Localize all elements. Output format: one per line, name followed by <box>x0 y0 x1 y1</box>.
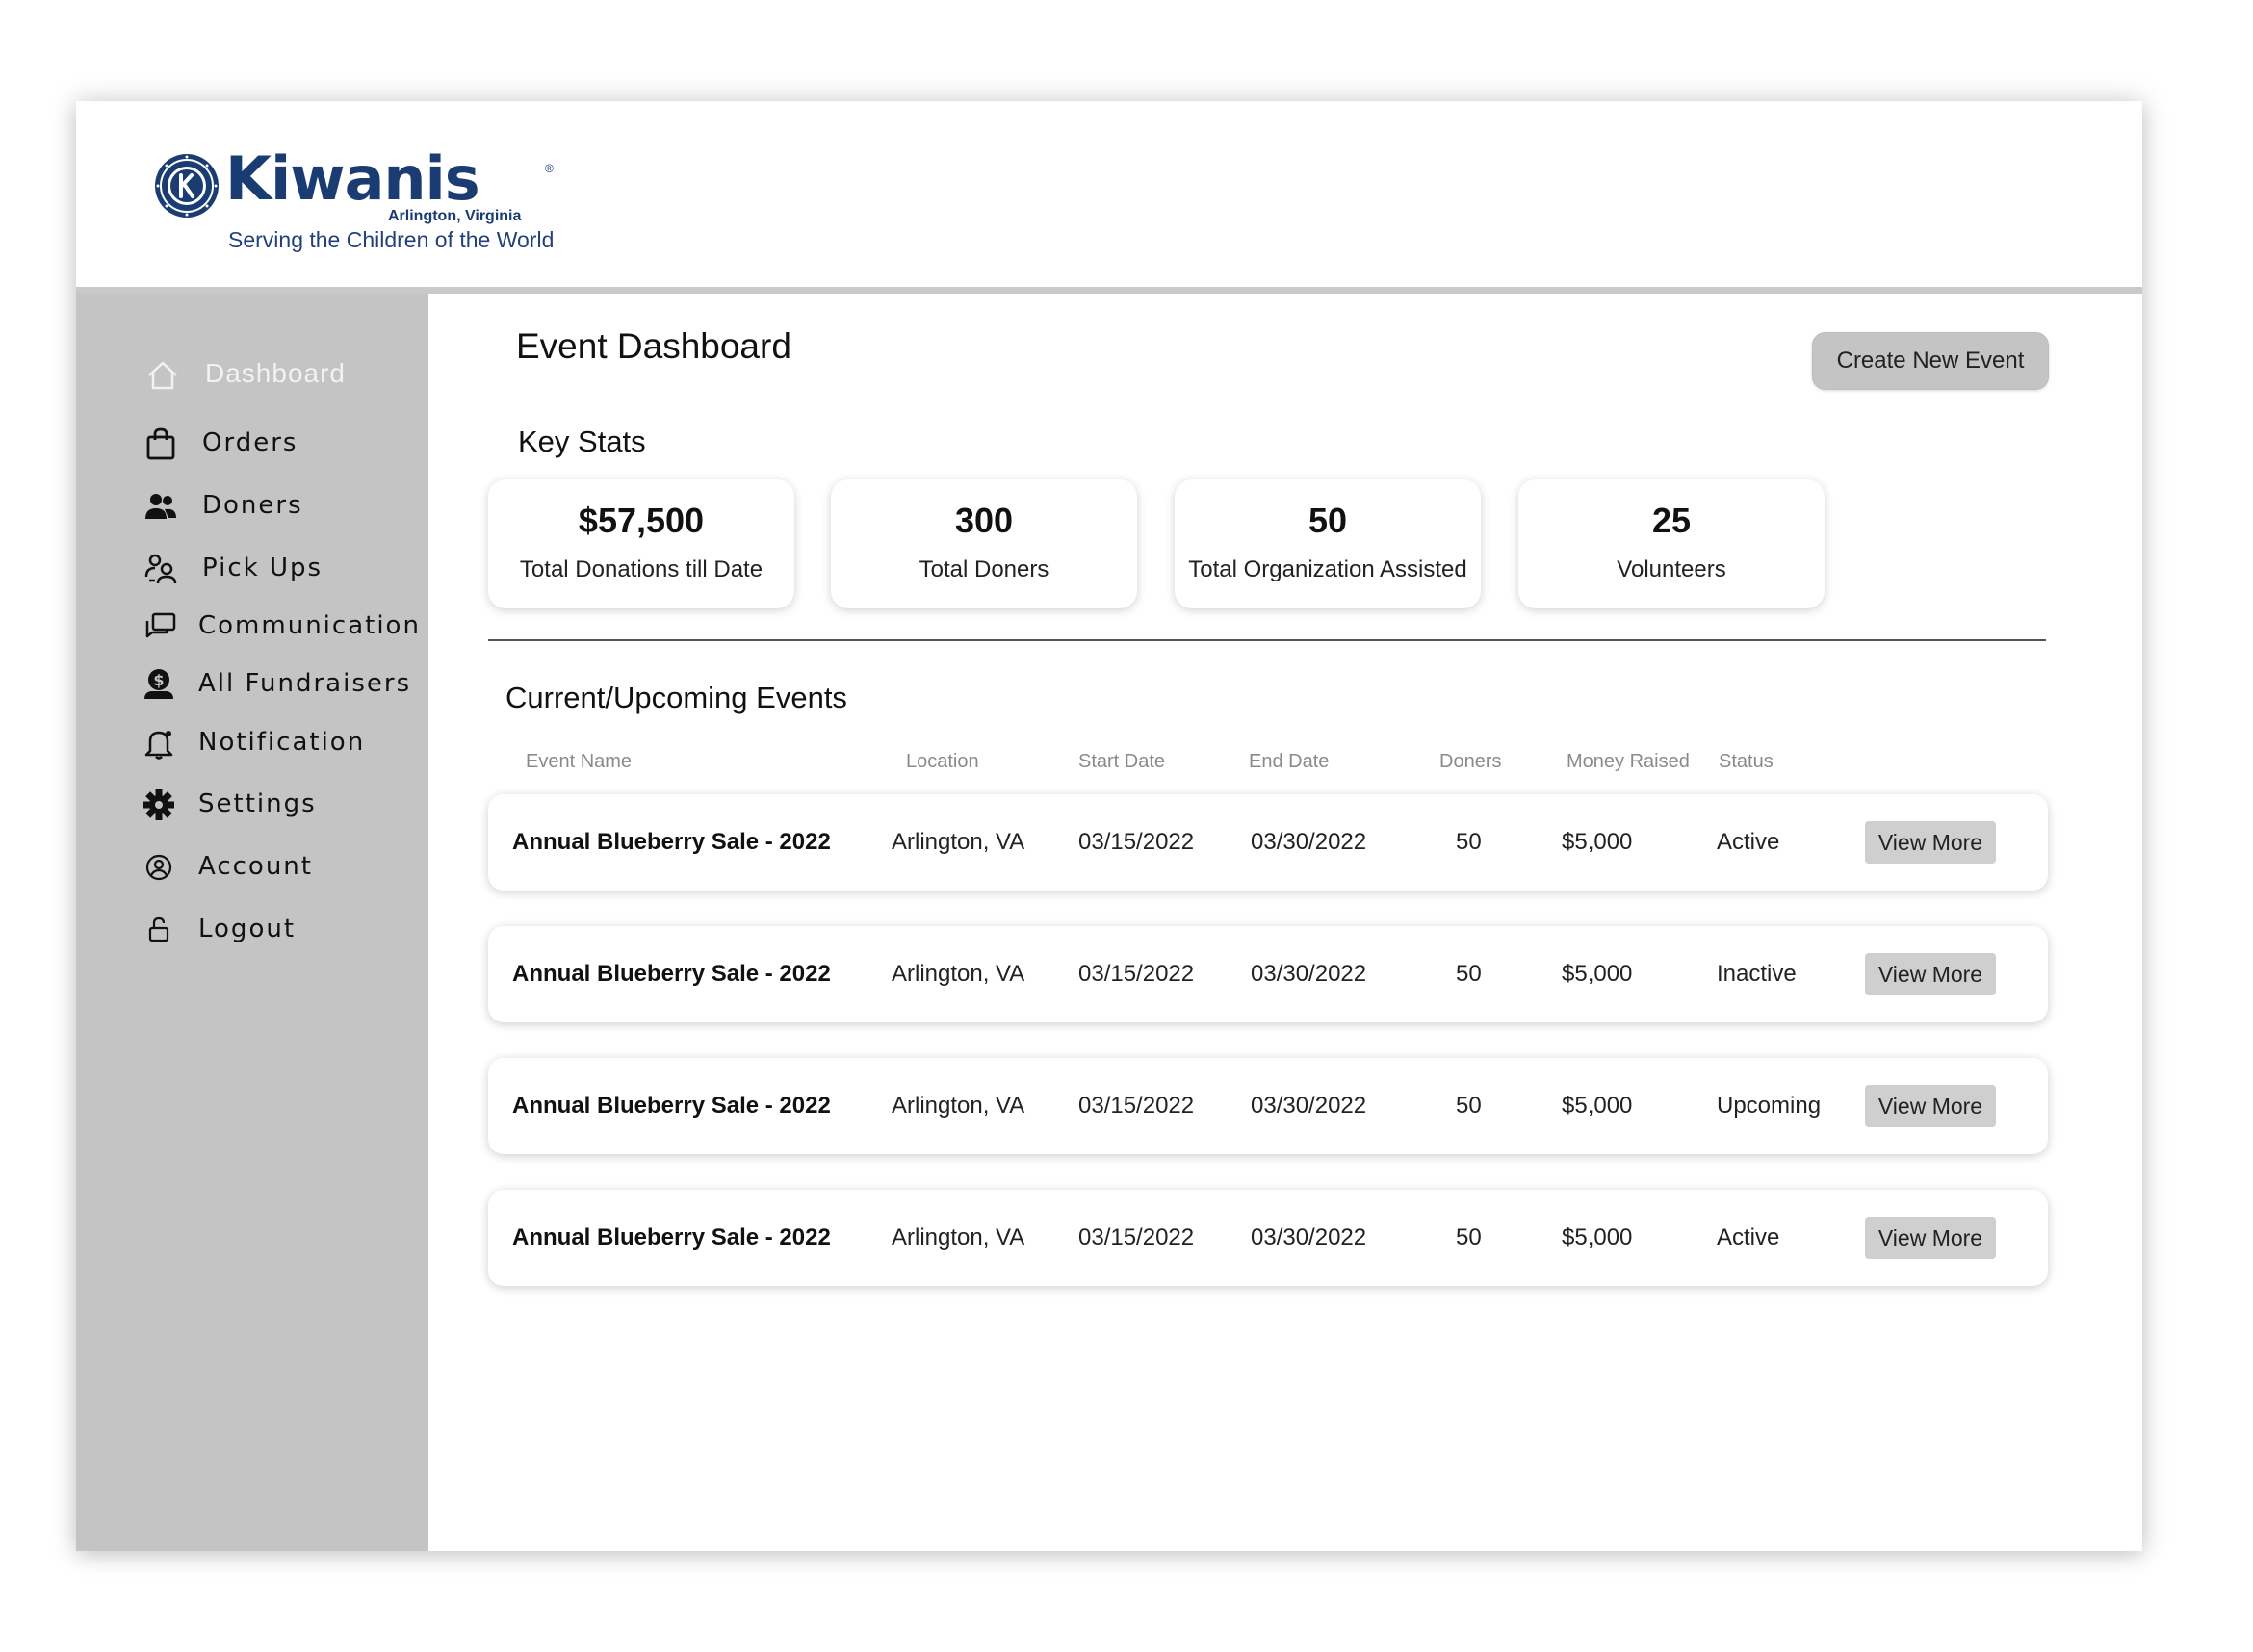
kiwanis-seal-icon <box>153 152 220 219</box>
registered-mark-icon: ® <box>545 162 554 175</box>
column-header-location: Location <box>906 751 979 772</box>
stat-label: Total Organization Assisted <box>1188 556 1467 582</box>
event-name: Annual Blueberry Sale - 2022 <box>512 1093 831 1119</box>
sidebar-item-label: Orders <box>202 428 298 457</box>
event-location: Arlington, VA <box>892 1093 1025 1119</box>
header <box>76 101 2142 287</box>
event-money-raised: $5,000 <box>1562 961 1633 987</box>
table-row <box>488 926 2048 1022</box>
sidebar-item-orders[interactable] <box>76 419 428 465</box>
sidebar-item-all-fundraisers[interactable] <box>76 659 428 706</box>
stat-label: Total Doners <box>919 556 1049 582</box>
event-doners: 50 <box>1456 1093 1482 1119</box>
sidebar-item-label: Doners <box>202 491 303 520</box>
stat-value: 25 <box>1651 501 1692 540</box>
user-circle-icon <box>142 850 176 885</box>
chat-icon <box>143 609 178 644</box>
event-doners: 50 <box>1456 961 1482 987</box>
sidebar-item-settings[interactable] <box>76 780 428 826</box>
sidebar-item-pick-ups[interactable] <box>76 544 428 590</box>
stat-value: 50 <box>1308 501 1348 540</box>
view-more-button[interactable]: View More <box>1865 1085 1996 1127</box>
event-money-raised: $5,000 <box>1562 829 1633 855</box>
sidebar-item-label: Logout <box>198 915 297 943</box>
shopping-bag-icon <box>143 426 178 461</box>
events-title: Current/Upcoming Events <box>505 681 847 714</box>
table-row <box>488 1190 2048 1286</box>
event-end-date: 03/30/2022 <box>1251 1225 1367 1251</box>
table-row <box>488 1058 2048 1154</box>
page-title: Event Dashboard <box>516 326 791 366</box>
event-end-date: 03/30/2022 <box>1251 961 1367 987</box>
event-money-raised: $5,000 <box>1562 1093 1633 1119</box>
column-header-end-date: End Date <box>1249 751 1330 772</box>
view-more-button[interactable]: View More <box>1865 1217 1996 1259</box>
event-name: Annual Blueberry Sale - 2022 <box>512 961 831 987</box>
view-more-button[interactable]: View More <box>1865 821 1996 864</box>
event-start-date: 03/15/2022 <box>1078 961 1195 987</box>
event-doners: 50 <box>1456 1225 1482 1251</box>
table-row <box>488 794 2048 891</box>
event-name: Annual Blueberry Sale - 2022 <box>512 1225 831 1251</box>
header-divider <box>76 287 2142 294</box>
event-doners: 50 <box>1456 829 1482 855</box>
bell-icon <box>142 726 176 761</box>
event-name: Annual Blueberry Sale - 2022 <box>512 829 831 855</box>
users-icon <box>143 489 178 524</box>
sidebar-item-label: Communication <box>198 611 421 640</box>
event-money-raised: $5,000 <box>1562 1225 1633 1251</box>
sidebar <box>76 294 428 1551</box>
sidebar-item-doners[interactable] <box>76 481 428 528</box>
event-end-date: 03/30/2022 <box>1251 829 1367 855</box>
status-badge: Active <box>1717 1225 1780 1251</box>
status-badge: Inactive <box>1717 961 1797 987</box>
sidebar-item-communication[interactable] <box>76 602 428 648</box>
event-start-date: 03/15/2022 <box>1078 1093 1195 1119</box>
event-start-date: 03/15/2022 <box>1078 829 1195 855</box>
tagline: Serving the Children of the World <box>228 227 555 252</box>
stat-card-total-donations <box>488 479 794 608</box>
view-more-button[interactable]: View More <box>1865 953 1996 995</box>
sidebar-item-logout[interactable] <box>76 905 428 951</box>
column-header-status: Status <box>1719 751 1774 772</box>
key-stats-title: Key Stats <box>518 425 646 458</box>
pickup-people-icon <box>143 552 178 586</box>
stat-card-total-doners <box>831 479 1137 608</box>
column-header-start-date: Start Date <box>1078 751 1166 772</box>
sidebar-item-label: Settings <box>198 789 317 818</box>
sidebar-item-label: Notification <box>198 728 366 757</box>
event-end-date: 03/30/2022 <box>1251 1093 1367 1119</box>
gear-icon <box>142 787 176 822</box>
event-location: Arlington, VA <box>892 961 1025 987</box>
event-location: Arlington, VA <box>892 829 1025 855</box>
sidebar-item-label: All Fundraisers <box>198 669 412 698</box>
stat-label: Volunteers <box>1617 556 1726 582</box>
logo-location: Arlington, Virginia <box>388 208 522 224</box>
main-content <box>428 294 2142 1551</box>
sidebar-item-label: Dashboard <box>205 358 346 388</box>
column-header-event-name: Event Name <box>526 751 633 772</box>
section-divider <box>488 639 2046 641</box>
svg-text:$: $ <box>153 671 165 689</box>
stat-value: $57,500 <box>578 501 705 540</box>
sidebar-item-account[interactable] <box>76 842 428 889</box>
stat-card-total-organization-assisted <box>1175 479 1481 608</box>
lock-icon <box>142 913 176 947</box>
event-location: Arlington, VA <box>892 1225 1025 1251</box>
event-start-date: 03/15/2022 <box>1078 1225 1195 1251</box>
sidebar-item-notification[interactable] <box>76 718 428 764</box>
app-window <box>76 101 2142 1551</box>
column-header-money-raised: Money Raised <box>1567 751 1690 772</box>
stat-label: Total Donations till Date <box>519 556 764 582</box>
status-badge: Active <box>1717 829 1780 855</box>
status-badge: Upcoming <box>1717 1093 1822 1119</box>
sidebar-item-dashboard[interactable] <box>76 348 428 395</box>
logo-wordmark: Kiwanis <box>225 143 479 214</box>
sidebar-item-label: Pick Ups <box>202 554 324 582</box>
sidebar-item-label: Account <box>198 852 313 881</box>
stat-card-volunteers <box>1518 479 1825 608</box>
stat-value: 300 <box>954 501 1014 540</box>
column-header-doners: Doners <box>1439 751 1502 772</box>
dollar-person-icon <box>142 667 176 702</box>
home-icon <box>145 358 180 393</box>
create-new-event-button[interactable]: Create New Event <box>1812 332 2049 390</box>
